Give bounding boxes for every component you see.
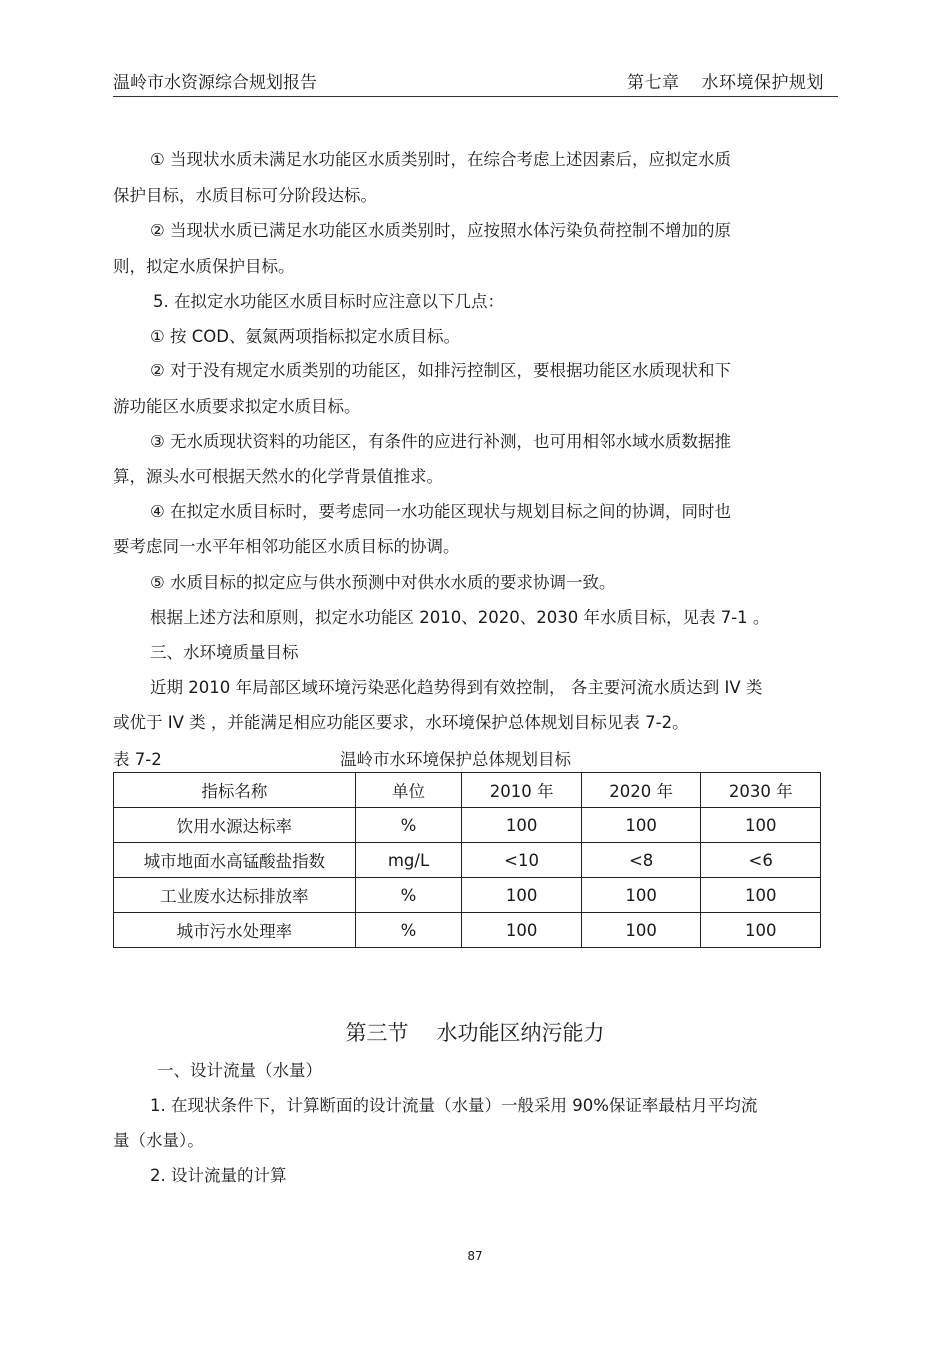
body-line: ② 对于没有规定水质类别的功能区，如排污控制区，要根据功能区水质现状和下 [150,361,732,380]
table-cell: 100 [581,878,701,913]
body-line: ① 当现状水质未满足水功能区水质类别时，在综合考虑上述因素后，应拟定水质 [150,150,732,169]
page-header [113,66,838,97]
table-row [114,913,821,948]
table-cell: 100 [701,913,821,948]
table-cell: 100 [462,808,582,843]
header-cell: 单位 [355,773,462,808]
body-line: 根据上述方法和原则，拟定水功能区 2010、2020、2030 年水质目标，见表 7-1 。 [150,608,770,627]
body-line: 5. 在拟定水功能区水质目标时应注意以下几点： [153,292,504,311]
goals-table [113,772,821,948]
body-line: 1. 在现状条件下，计算断面的设计流量（水量）一般采用 90%保证率最枯月平均流 [150,1096,758,1115]
table-cell: 100 [462,878,582,913]
table-cell: 100 [701,878,821,913]
report-title: 温岭市水资源综合规划报告 [113,73,317,93]
body-line: 则，拟定水质保护目标。 [113,257,295,276]
table-cell: mg/L [355,843,462,878]
chapter-number: 第七章 [627,73,680,93]
table-row [114,843,821,878]
body-line: 要考虑同一水平年相邻功能区水质目标的协调。 [113,537,460,556]
page-number: 87 [467,1249,483,1263]
body-line: ① 按 COD、氨氮两项指标拟定水质目标。 [150,327,460,346]
table-label: 表 7-2 [113,750,162,769]
body-line: 或优于 IV 类 ，并能满足相应功能区要求，水环境保护总体规划目标见表 7-2。 [113,713,689,732]
table-cell: % [355,913,462,948]
table-cell: <6 [701,843,821,878]
table-cell: 100 [581,913,701,948]
header-cell: 指标名称 [114,773,356,808]
table-cell: 城市污水处理率 [114,913,356,948]
table-cell: 饮用水源达标率 [114,808,356,843]
table-cell: 100 [462,913,582,948]
body-line: 三、水环境质量目标 [150,643,299,662]
chapter-title: 水环境保护规划 [701,73,824,93]
body-line: ⑤ 水质目标的拟定应与供水预测中对供水水质的要求协调一致。 [150,573,616,592]
body-line: ② 当现状水质已满足水功能区水质类别时，应按照水体污染负荷控制不增加的原 [150,221,732,240]
table-header-row [114,773,821,808]
body-line: 近期 2010 年局部区域环境污染恶化趋势得到有效控制， 各主要河流水质达到 IV 类 [150,678,763,697]
table-cell: 城市地面水高锰酸盐指数 [114,843,356,878]
section-heading [0,1017,950,1047]
table-cell: % [355,878,462,913]
body-line: ③ 无水质现状资料的功能区，有条件的应进行补测，也可用相邻水域水质数据推 [150,432,732,451]
body-line: 游功能区水质要求拟定水质目标。 [113,397,361,416]
body-line: 算，源头水可根据天然水的化学背景值推求。 [113,467,443,486]
table-row [114,878,821,913]
table-row [114,808,821,843]
table-title: 温岭市水环境保护总体规划目标 [340,750,571,769]
table-cell: <10 [462,843,582,878]
table-cell: 100 [701,808,821,843]
header-cell: 2030 年 [701,773,821,808]
table-cell: 工业废水达标排放率 [114,878,356,913]
header-cell: 2010 年 [462,773,582,808]
table-cell: 100 [581,808,701,843]
body-line: 一、设计流量（水量） [157,1061,322,1080]
body-line: 量（水量）。 [113,1131,204,1150]
body-line: 2. 设计流量的计算 [150,1166,287,1185]
body-line: ④ 在拟定水质目标时，要考虑同一水功能区现状与规划目标之间的协调，同时也 [150,502,732,521]
table-cell: % [355,808,462,843]
table-cell: <8 [581,843,701,878]
section-title: 水功能区纳污能力 [436,1021,605,1045]
header-cell: 2020 年 [581,773,701,808]
chapter-heading [627,68,824,93]
body-line: 保护目标，水质目标可分阶段达标。 [113,186,377,205]
section-number: 第三节 [345,1021,409,1045]
